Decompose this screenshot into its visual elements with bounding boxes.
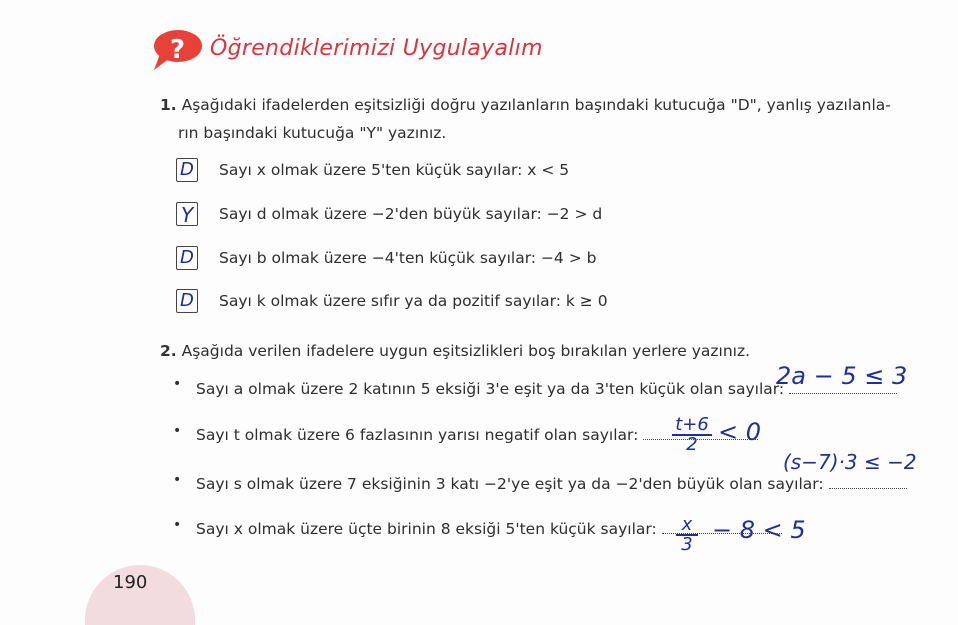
answer-box[interactable]: Y <box>176 202 198 226</box>
handwritten-answer: (s−7)·3 ≤ −2 <box>783 450 917 474</box>
statement: Sayı b olmak üzere −4'ten küçük sayılar: −4 > b <box>219 249 597 267</box>
statement: Sayı a olmak üzere 2 katının 5 eksiği 3'e eşit ya da 3'ten küçük olan sayılar: <box>196 380 897 398</box>
handwritten-answer: 2a − 5 ≤ 3 <box>776 362 908 390</box>
statement: Sayı x olmak üzere 5'ten küçük sayılar: x < 5 <box>219 161 570 179</box>
answer-box[interactable]: D <box>176 289 198 313</box>
bullet: • <box>173 472 182 488</box>
svg-text:?: ? <box>170 35 186 65</box>
statement: Sayı x olmak üzere üçte birinin 8 eksiği 5'ten küçük sayılar: <box>196 520 782 538</box>
handwritten-answer: − 8 < 5 <box>712 516 806 544</box>
section-title: Öğrendiklerimizi Uygulayalım <box>210 36 543 61</box>
page-number: 190 <box>113 572 148 593</box>
statement: Sayı d olmak üzere −2'den büyük sayılar: −2 > d <box>219 205 603 223</box>
answer-box[interactable]: D <box>176 246 198 270</box>
handwritten-fraction: t+6 2 <box>672 416 712 454</box>
statement: Sayı s olmak üzere 7 eksiğinin 3 katı −2'ye eşit ya da −2'den büyük olan sayılar: <box>196 475 907 493</box>
question-1-line1: 1. Aşağıdaki ifadelerden eşitsizliği doğru yazılanların başındaki kutucuğa "D", yanlış yazılanla- <box>160 96 891 114</box>
handwritten-fraction: x 3 <box>676 516 698 554</box>
bullet: • <box>173 517 182 533</box>
answer-box[interactable]: D <box>176 158 198 182</box>
question-bubble-icon <box>148 28 204 72</box>
handwritten-answer: < 0 <box>718 418 762 446</box>
bullet: • <box>173 376 182 392</box>
bullet: • <box>173 423 182 439</box>
question-2: 2. Aşağıda verilen ifadelere uygun eşitsizlikleri boş bırakılan yerlere yazınız. <box>160 342 751 360</box>
statement: Sayı t olmak üzere 6 fazlasının yarısı negatif olan sayılar: <box>196 426 758 444</box>
question-1-line2: rın başındaki kutucuğa "Y" yazınız. <box>178 124 447 142</box>
statement: Sayı k olmak üzere sıfır ya da pozitif sayılar: k ≥ 0 <box>219 292 608 310</box>
